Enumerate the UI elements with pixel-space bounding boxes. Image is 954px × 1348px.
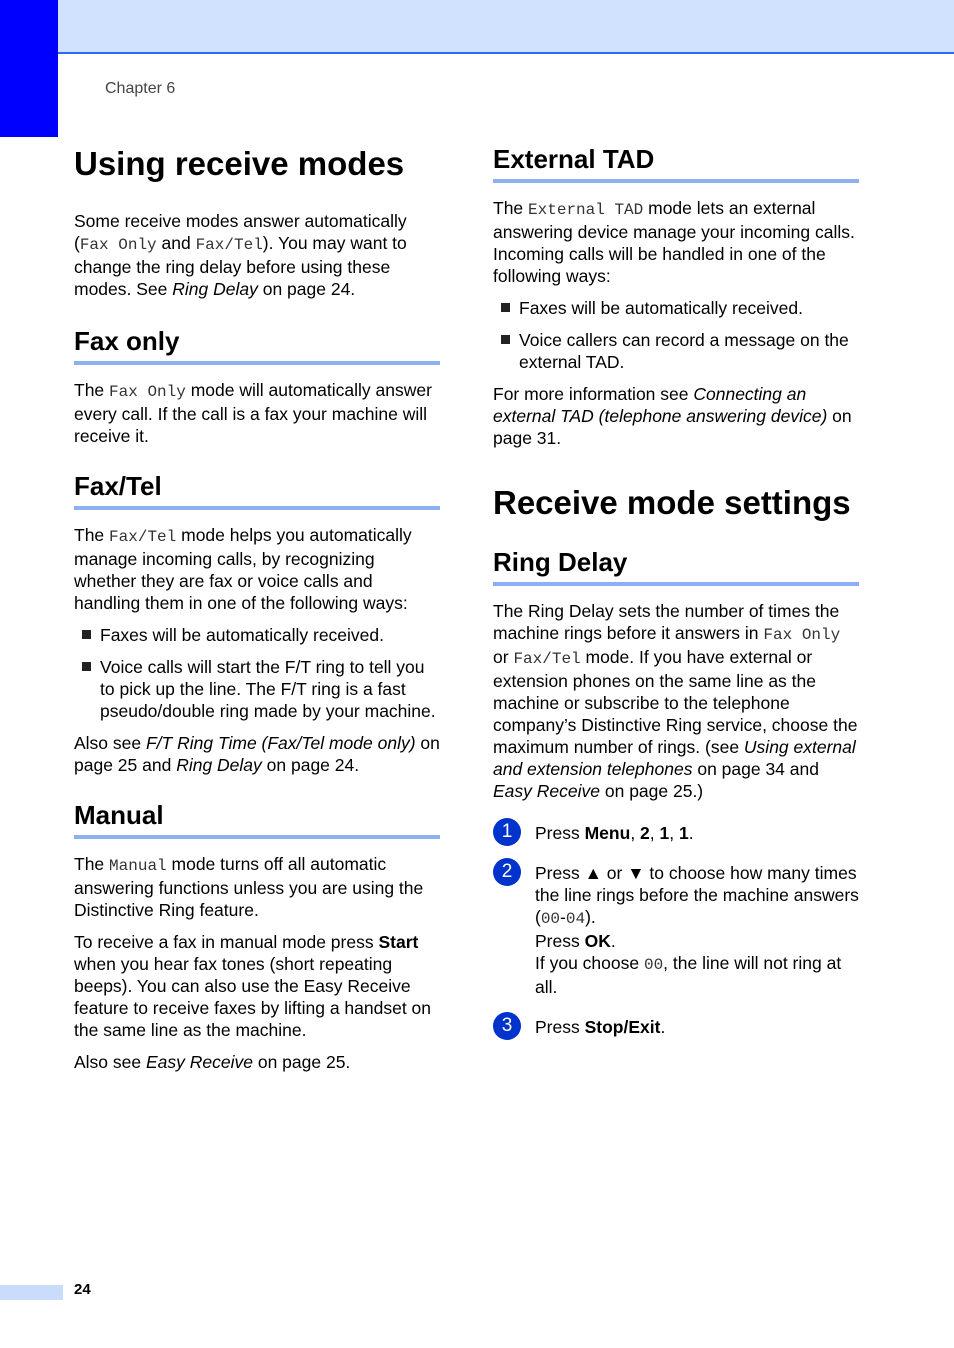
list-item: Faxes will be automatically received.	[493, 297, 859, 319]
code-fax-tel: Fax/Tel	[195, 235, 263, 254]
code-04: 04	[565, 909, 586, 928]
step-3	[493, 1016, 859, 1038]
manual-paragraph	[74, 853, 440, 921]
text: mode lets an external answering device manage your incoming calls. Incoming calls will be handled in one of the following ways:	[493, 198, 855, 287]
text: Some receive modes answer automatically (	[74, 210, 407, 253]
manual-start-paragraph	[74, 931, 440, 1041]
ref-easy-receive: Easy Receive	[145, 1052, 253, 1073]
code-external-tad: External TAD	[528, 201, 644, 220]
code-00: 00	[643, 955, 664, 974]
key-menu: Menu	[584, 822, 631, 843]
text: , the line will not ring at all.	[535, 952, 842, 997]
key-1: 1	[659, 822, 670, 843]
manual-also-see	[74, 1051, 440, 1073]
key-stop-exit: Stop/Exit	[584, 1016, 661, 1037]
footer-bar	[0, 1285, 63, 1300]
ref-connecting-external-tad: Connecting an external TAD (telephone answering device)	[493, 384, 828, 427]
text: on page 25.	[252, 1052, 351, 1073]
chapter-tab-block	[0, 0, 58, 137]
external-tad-list	[493, 297, 859, 373]
intro-paragraph	[74, 210, 440, 300]
text: Also see	[74, 732, 146, 753]
section-title-receive-mode-settings: Receive mode settings	[493, 484, 851, 522]
text: on page 25 and	[74, 732, 440, 775]
ref-ring-delay: Ring Delay	[172, 278, 258, 299]
step-2-line-2	[535, 930, 859, 952]
ring-delay-paragraph	[493, 600, 859, 802]
heading-fax-tel: Fax/Tel	[74, 471, 440, 510]
ref-easy-receive: Easy Receive	[493, 780, 600, 801]
ref-ft-ring-time: F/T Ring Time (Fax/Tel mode only)	[145, 732, 416, 753]
text: For more information see	[493, 384, 694, 405]
text: when you hear fax tones (short repeating beeps). You can also use the Easy Receive feature to receive faxes by lifting a handset on the same line as the machine.	[74, 954, 432, 1041]
text: and	[156, 232, 196, 253]
key-start: Start	[378, 932, 419, 953]
text: ).	[585, 906, 596, 927]
text: ,	[630, 822, 641, 843]
fax-tel-paragraph	[74, 524, 440, 614]
key-ok: OK	[584, 930, 611, 951]
step-number-badge: 1	[493, 818, 521, 846]
step-number-badge: 3	[493, 1012, 521, 1040]
text: The Ring Delay sets the number of times the machine rings before it answers in	[493, 600, 840, 643]
text: -	[560, 906, 566, 927]
page-title: Using receive modes	[74, 145, 405, 182]
text: Press ▲ or ▼ to choose how many times the line rings before the machine answers (	[535, 862, 859, 927]
external-tad-more-info	[493, 383, 859, 449]
text: Press	[535, 822, 585, 843]
step-2-line-1	[535, 862, 859, 930]
list-item: Faxes will be automatically received.	[74, 624, 440, 646]
text: or	[493, 646, 514, 667]
text: on page 24.	[257, 278, 356, 299]
page-number: 24	[74, 1281, 91, 1298]
step-number-badge: 2	[493, 858, 521, 886]
chapter-label: Chapter 6	[105, 80, 176, 97]
text: The	[493, 198, 529, 219]
step-2	[493, 862, 859, 998]
external-tad-paragraph	[493, 197, 859, 287]
fax-tel-list	[74, 624, 440, 722]
header-band	[58, 0, 954, 54]
text: Press	[535, 930, 585, 951]
code-fax-tel: Fax/Tel	[513, 649, 581, 668]
ref-ring-delay: Ring Delay	[176, 754, 262, 775]
text: mode helps you automatically manage incoming calls, by recognizing whether they are fax or voice calls and handling them in one of the following ways:	[74, 524, 412, 613]
right-column	[493, 140, 859, 1038]
code-fax-only: Fax Only	[763, 625, 841, 644]
left-column	[74, 140, 440, 1073]
text: .	[610, 930, 616, 951]
key-1: 1	[678, 822, 689, 843]
ring-delay-steps	[493, 822, 859, 1038]
text: Press	[535, 1016, 585, 1037]
text: on page 34 and	[692, 758, 819, 779]
text: To receive a fax in manual mode press	[74, 932, 379, 953]
list-item: Voice callers can record a message on the external TAD.	[493, 329, 859, 373]
text: ). You may want to change the ring delay before using these modes. See	[74, 232, 407, 299]
ref-external-extension-telephones: Using external and extension telephones	[493, 736, 856, 779]
text: on page 31.	[493, 406, 852, 449]
code-fax-only: Fax Only	[109, 382, 186, 401]
text: Also see	[74, 1052, 146, 1073]
text: ,	[669, 822, 679, 843]
text: The	[74, 379, 110, 400]
heading-external-tad: External TAD	[493, 144, 859, 183]
code-fax-tel: Fax/Tel	[109, 527, 177, 546]
key-2: 2	[640, 822, 650, 843]
list-item: Voice calls will start the F/T ring to tell you to pick up the line. The F/T ring is a fast pseudo/double ring made by your machine.	[74, 656, 440, 722]
heading-fax-only: Fax only	[74, 326, 440, 365]
text: .	[660, 1016, 666, 1037]
step-2-line-3	[535, 952, 859, 998]
code-fax-only: Fax Only	[79, 235, 157, 254]
text: ,	[649, 822, 660, 843]
text: If you choose	[535, 952, 644, 973]
heading-manual: Manual	[74, 800, 440, 839]
text: mode will automatically answer every call. If the call is a fax your machine will receive it.	[74, 379, 432, 446]
text: mode turns off all automatic answering functions unless you are using the Distinctive Ring feature.	[74, 854, 424, 921]
text: The	[74, 524, 110, 545]
text: on page 25.)	[600, 780, 704, 801]
code-manual: Manual	[109, 857, 167, 876]
step-1	[493, 822, 859, 844]
text: .	[688, 822, 694, 843]
text: mode. If you have external or extension phones on the same line as the machine or subscribe to the telephone company’s Distinctive Ring service, choose the maximum number of rings. (see	[493, 646, 858, 757]
text: The	[74, 854, 110, 875]
fax-tel-also-see	[74, 732, 440, 776]
heading-ring-delay: Ring Delay	[493, 547, 859, 586]
code-00: 00	[540, 909, 561, 928]
fax-only-paragraph	[74, 379, 440, 447]
text: on page 24.	[261, 754, 360, 775]
